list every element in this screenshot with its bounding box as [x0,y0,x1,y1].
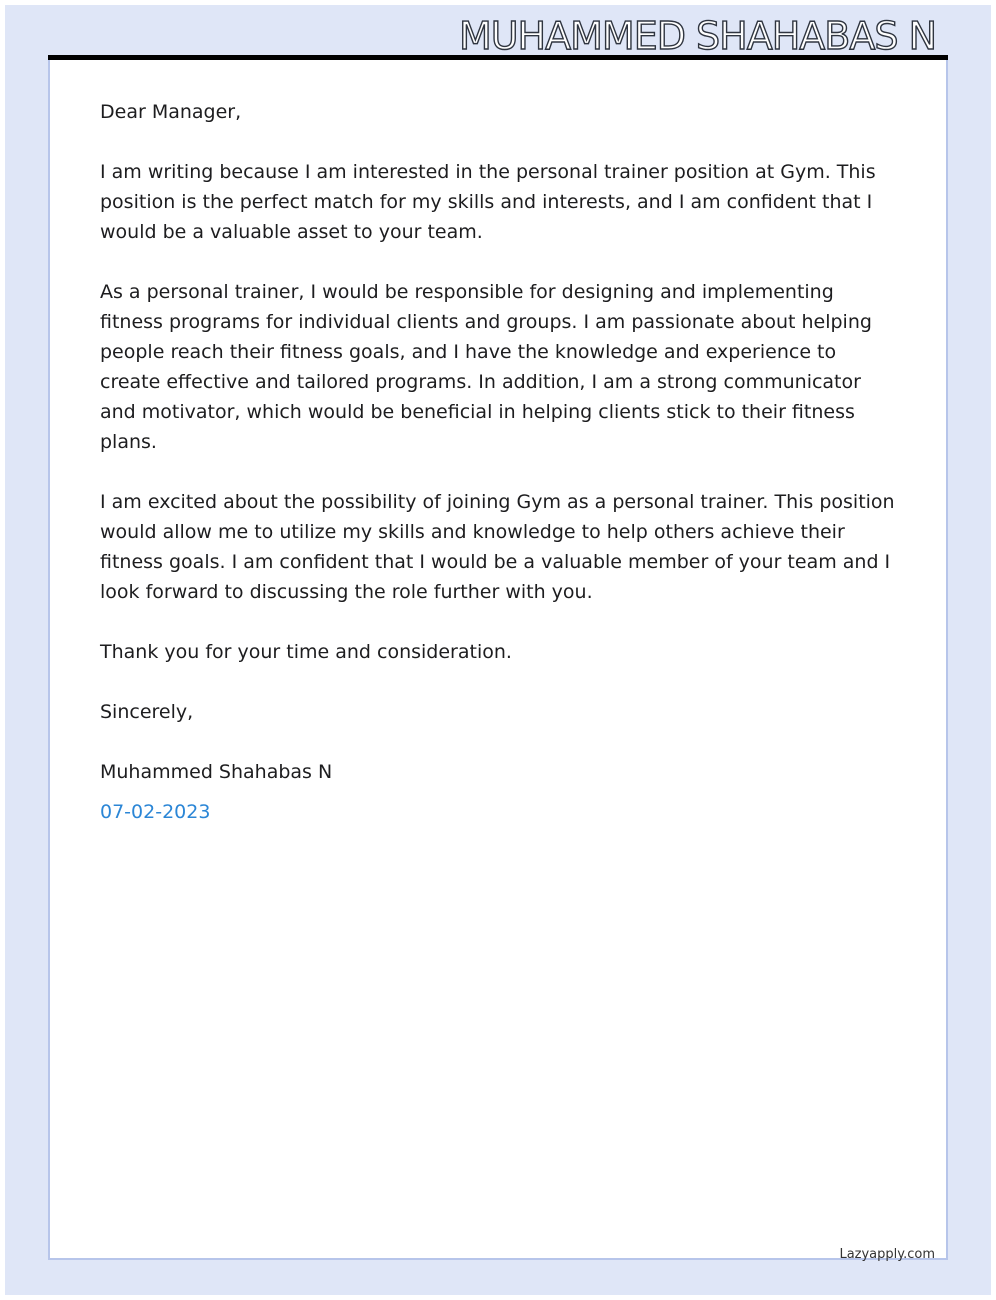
letter-date: 07-02-2023 [100,801,211,823]
salutation: Dear Manager, [100,101,242,123]
signature-name: Muhammed Shahabas N [100,761,333,783]
paragraph-thanks: Thank you for your time and consideration. [100,641,512,663]
applicant-name-header: MUHAMMED SHAHABAS N [458,14,936,58]
paragraph-excitement: I am excited about the possibility of joining Gym as a personal trainer. This position would allow me to utilize my skills and knowledge to help others achieve their fitness goals. I am confident that I would be a valuable member of your team and I look forward to discussing the role further with you. [100,491,895,603]
footer-brand: Lazyapply.com [839,1247,935,1262]
paragraph-responsibilities: As a personal trainer, I would be responsible for designing and implementing fitness programs for individual clients and groups. I am passionate about helping people reach their fitness goals, and I have the knowledge and experience to create effective and tailored programs. In addition, I am a strong communicator and motivator, which would be beneficial in helping clients stick to their fitness plans. [100,281,872,453]
closing: Sincerely, [100,701,194,723]
cover-letter-body [100,97,900,827]
paragraph-intro: I am writing because I am interested in the personal trainer position at Gym. This position is the perfect match for my skills and interests, and I am confident that I would be a valuable asset to your team. [100,161,876,243]
